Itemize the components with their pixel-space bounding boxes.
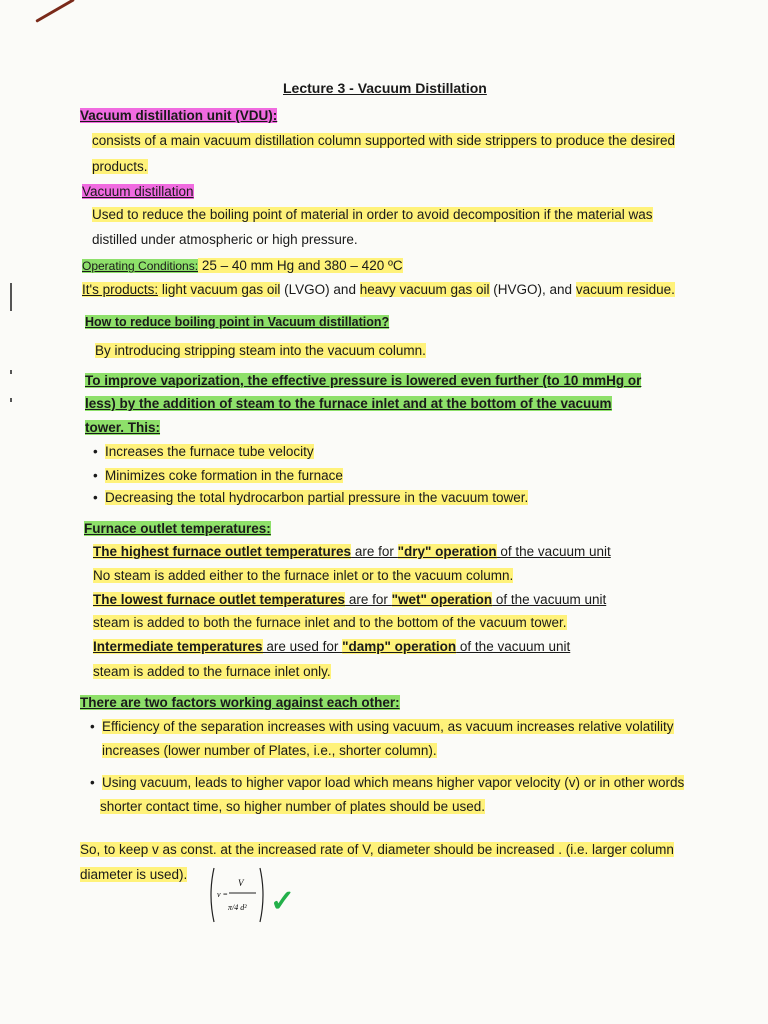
factors-heading: There are two factors working against each other: — [80, 695, 400, 710]
formula-denominator: π/4 d² — [228, 903, 247, 912]
scan-edge-mark — [10, 370, 12, 374]
list-item: • Increases the furnace tube velocity — [93, 444, 314, 459]
formula-numerator: V — [238, 878, 244, 888]
list-item: • Minimizes coke formation in the furnace — [93, 468, 343, 483]
improve-line-2: less) by the addition of steam to the furnace inlet and at the bottom of the vacuum — [85, 396, 612, 411]
list-item-continued: increases (lower number of Plates, i.e., shorter column). — [102, 743, 437, 758]
furnace-line-5: Intermediate temperatures are used for "damp" operation of the vacuum unit — [93, 639, 571, 654]
vd-line-2: distilled under atmospheric or high pressure. — [92, 232, 358, 247]
furnace-line-2: No steam is added either to the furnace inlet or to the vacuum column. — [93, 568, 514, 583]
vd-line-1: Used to reduce the boiling point of material in order to avoid decomposition if the material was — [92, 207, 653, 222]
velocity-formula — [208, 866, 266, 924]
vdu-line-1: consists of a main vacuum distillation column supported with side strippers to produce the desired — [92, 133, 676, 148]
vd-heading: Vacuum distillation — [82, 184, 194, 199]
list-item: • Using vacuum, leads to higher vapor load which means higher vapor velocity (v) or in other words — [90, 775, 685, 790]
check-mark-icon: ✓ — [270, 885, 296, 918]
improve-line-3: tower. This: — [85, 420, 161, 435]
furnace-heading: Furnace outlet temperatures: — [84, 521, 271, 536]
vdu-line-2: products. — [92, 159, 148, 174]
products-line: It's products: light vacuum gas oil (LVGO) and heavy vacuum gas oil (HVGO), and vacuum residue. — [82, 282, 675, 297]
page-title: Lecture 3 - Vacuum Distillation — [283, 80, 487, 96]
formula-lhs: v = — [217, 890, 228, 899]
pen-mark — [35, 0, 75, 23]
operating-conditions: Operating Conditions: 25 – 40 mm Hg and 380 – 420 ºC — [82, 258, 403, 273]
reduce-heading: How to reduce boiling point in Vacuum distillation? — [85, 315, 390, 329]
furnace-line-4: steam is added to both the furnace inlet and to the bottom of the vacuum tower. — [93, 615, 567, 630]
list-item: • Decreasing the total hydrocarbon partial pressure in the vacuum tower. — [93, 490, 529, 505]
vdu-heading: Vacuum distillation unit (VDU): — [80, 108, 278, 123]
improve-line-1: To improve vaporization, the effective pressure is lowered even further (to 10 mmHg or — [85, 373, 642, 388]
furnace-line-3: The lowest furnace outlet temperatures are for "wet" operation of the vacuum unit — [93, 592, 607, 607]
reduce-line: By introducing stripping steam into the vacuum column. — [95, 343, 426, 358]
list-item-continued: shorter contact time, so higher number of plates should be used. — [100, 799, 485, 814]
conclusion-line-2: diameter is used). — [80, 867, 188, 882]
scan-edge-mark — [10, 398, 12, 402]
furnace-line-1: The highest furnace outlet temperatures are for "dry" operation of the vacuum unit — [93, 544, 611, 559]
scan-edge-mark — [10, 283, 12, 311]
formula-figure — [208, 866, 266, 924]
list-item: • Efficiency of the separation increases with using vacuum, as vacuum increases relative volatility — [90, 719, 674, 734]
conclusion-line-1: So, to keep v as const. at the increased rate of V, diameter should be increased . (i.e. larger column — [80, 842, 674, 857]
furnace-line-6: steam is added to the furnace inlet only. — [93, 664, 331, 679]
